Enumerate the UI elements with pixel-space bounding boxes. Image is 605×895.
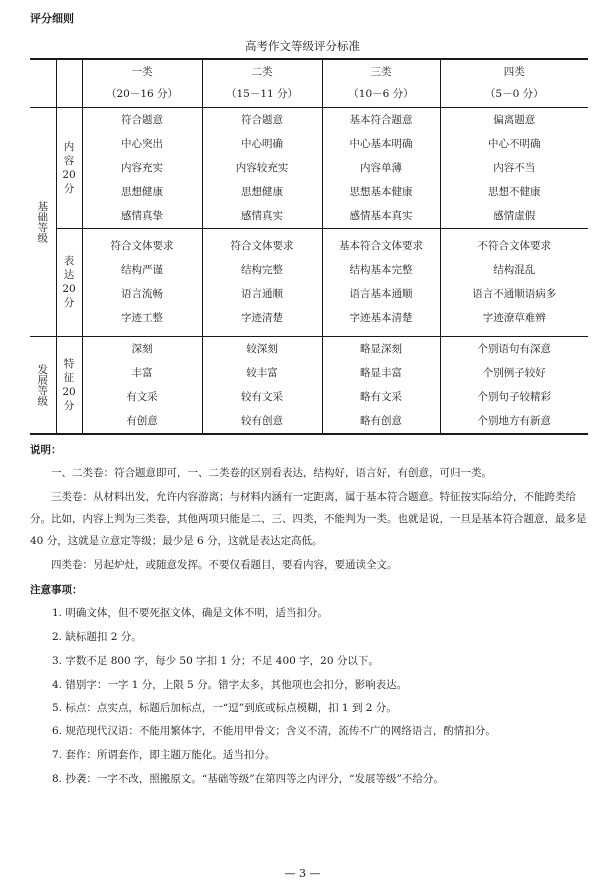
cell-line: 感情基本真实 [349,209,413,222]
cell-line: 字迹基本清楚 [349,312,413,324]
cell-line: 个别地方有新意 [477,414,551,427]
cell-line: 中心不明确 [488,137,541,150]
cell-line: 内容单薄 [360,161,402,174]
caution-item: 1. 明确文体，但不要死抠文体，确是文体不明，适当扣分。 [52,607,328,619]
cell-line: 略有创意 [360,414,402,427]
table-cell [322,107,440,228]
corner-cell [56,59,82,107]
header-range: （5－0 分） [484,88,544,101]
table-header-row [30,59,588,107]
cell-line: 内容较充实 [235,161,289,174]
row-label-char: 征 [63,371,75,384]
row-label-expression [56,228,82,336]
table-cell [440,228,588,336]
header-name: 三类 [370,66,392,79]
caution-item: 8. 抄袭：一字不改，照搬原文。“基础等级”在第四等之内评分，“发展等级”不给分。 [52,773,444,785]
table-cell [202,107,322,228]
cell-line: 符合文体要求 [230,240,294,252]
row-label-char: 内 [63,140,75,153]
cell-line: 个别例子较好 [482,366,546,379]
cell-line: 语言基本通顺 [349,288,413,300]
table-cell [202,228,322,336]
cell-line: 丰富 [131,366,153,379]
development-level-label: 发展等级 [30,336,56,434]
cell-line: 符合题意 [241,113,283,126]
row-label-char: 分 [63,297,75,309]
caution-item: 2. 缺标题扣 2 分。 [52,631,142,643]
cell-line: 不符合文体要求 [477,240,551,252]
cell-line: 字迹工整 [121,312,163,324]
row-label-char: 表 [63,255,75,267]
row-label-char: 达 [63,269,75,281]
header-cell [440,59,588,107]
table-cell [202,336,322,434]
table-row-expression [30,228,588,336]
caution-item: 5. 标点：点实点，标题后加标点，一“逗”到底或标点模糊，扣 1 到 2 分。 [52,702,397,714]
table-row-feature [30,336,588,434]
basic-level-label: 基础等级 [30,107,56,336]
cell-line: 结构完整 [241,264,283,276]
table-row-content [30,107,588,228]
table-cell [82,228,202,336]
cell-line: 较丰富 [246,366,278,379]
cell-line: 符合题意 [121,113,163,126]
page-number: — 3 — [284,867,321,880]
cell-line: 中心基本明确 [349,137,413,150]
row-label-content [56,107,82,228]
header-name: 一类 [131,66,153,79]
cell-line: 有创意 [126,414,158,427]
row-label-char: 20 [62,168,76,181]
cell-line: 偏离题意 [493,113,536,126]
cell-line: 语言流畅 [121,288,163,300]
caution-item: 6. 规范现代汉语：不能用繁体字，不能用甲骨文；含义不清，流传不广的网络语言，酌情扣分。 [52,725,496,737]
cell-line: 语言通顺 [241,288,283,300]
cell-line: 中心明确 [241,137,283,150]
cell-line: 略显丰富 [360,366,402,379]
caution-item: 7. 套作：所谓套作，即主题万能化。适当扣分。 [52,749,276,761]
row-label-feature [56,336,82,434]
cell-line: 感情虚假 [493,209,536,222]
cell-line: 思想健康 [121,185,163,198]
cell-line: 个别语句有深意 [477,342,551,355]
notes-paragraph: 三类卷：从材料出发，允许内容游离；与材料内涵有一定距离，属于基本符合题意。特征按实际给分，不能跨类给分。比如，内容上判为三类卷，其他两项只能是二、三、四类，不能判为一类。也就是说，一旦是基本符合题意，最多是 40 分，这就是立意定等级；最少是 6 分，这就是表达定高低。 [30,491,587,547]
caution-item: 3. 字数不足 800 字，每少 50 字扣 1 分；不足 400 字，20 分以下。 [52,655,379,667]
cell-line: 思想不健康 [488,185,541,198]
cell-line: 结构基本完整 [349,264,413,276]
header-cell [322,59,440,107]
cell-line: 思想基本健康 [349,185,413,198]
row-label-char: 容 [63,154,75,167]
header-range: （10－6 分） [348,88,414,101]
cell-line: 结构混乱 [493,264,536,276]
table-cell [322,336,440,434]
caution-item: 4. 错别字：一字 1 分，上限 5 分。错字太多，其他项也会扣分，影响表达。 [52,679,408,691]
table-cell [322,228,440,336]
cell-line: 基本符合文体要求 [339,240,423,252]
header-cell [82,59,202,107]
cell-line: 内容不当 [493,161,536,174]
table-cell [82,107,202,228]
cell-line: 略显深刻 [360,342,402,355]
section-heading: 评分细则 [30,12,74,25]
cell-line: 结构严谨 [121,264,163,276]
cell-line: 个别句子较精彩 [477,390,551,403]
cell-line: 语言不通顺语病多 [472,288,557,300]
row-label-char: 分 [63,182,75,195]
corner-cell [30,59,56,107]
page-title: 高考作文等级评分标准 [245,39,360,53]
cell-line: 中心突出 [121,137,163,150]
header-cell [202,59,322,107]
cell-line: 有文采 [126,390,158,403]
cell-line: 较有文采 [241,390,283,403]
cell-line: 感情真挚 [121,209,163,222]
cell-line: 深刻 [131,342,153,355]
row-label-char: 分 [63,399,75,412]
cell-line: 字迹清楚 [241,312,283,324]
cell-line: 思想健康 [241,185,283,198]
row-label-char: 20 [62,385,76,398]
header-range: （20－16 分） [105,88,179,101]
cell-line: 较深刻 [246,342,278,355]
row-label-char: 20 [62,283,76,295]
cell-line: 略有文采 [360,390,402,403]
grading-table [30,58,588,435]
table-cell [440,107,588,228]
table-cell [440,336,588,434]
cautions-label: 注意事项： [30,584,83,596]
cell-line: 内容充实 [121,161,163,174]
header-name: 四类 [503,66,525,79]
notes-paragraph: 四类卷：另起炉灶，或随意发挥。不要仅看题目，要看内容，要通读全文。 [51,559,398,571]
notes-paragraph: 一、二类卷：符合题意即可，一、二类卷的区别看表达，结构好，语言好，有创意，可归一类。 [51,467,492,479]
row-label-char: 特 [63,357,75,370]
cell-line: 符合文体要求 [110,240,174,252]
cell-line: 较有创意 [241,414,283,427]
header-range: （15－11 分） [225,88,299,101]
table-cell [82,336,202,434]
header-name: 二类 [251,66,273,79]
cell-line: 感情真实 [241,209,283,222]
notes-label: 说明： [30,444,62,456]
cell-line: 字迹潦草难辨 [482,312,546,324]
cell-line: 基本符合题意 [349,113,413,126]
